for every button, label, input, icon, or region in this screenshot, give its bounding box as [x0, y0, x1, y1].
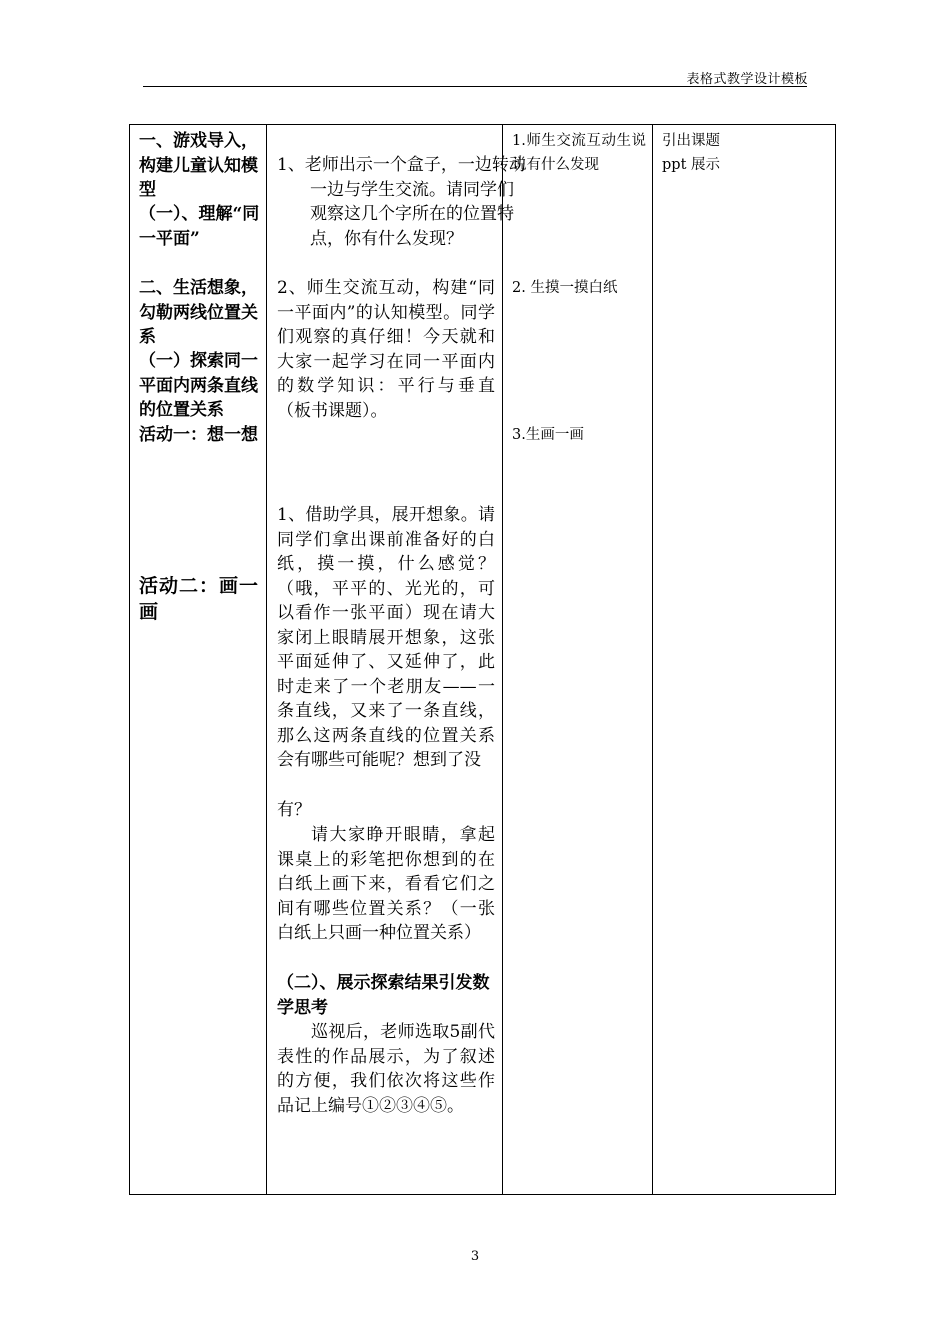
teacher-step-1: 1、老师出示一个盒子，一边转动一边与学生交流。请同学们观察这几个字所在的位置特点，你有什么发现？ — [277, 155, 526, 249]
stage-explore-lines: （一）探索同一平面内两条直线的位置关系 — [139, 351, 258, 420]
lesson-plan-table — [129, 124, 836, 1195]
teacher-imagine-step-end: 有？ — [277, 800, 311, 820]
teaching-stage-column — [130, 125, 267, 1194]
stage-game-intro: 一、游戏导入，构建儿童认知模型 — [139, 131, 258, 200]
student-activity-column — [503, 125, 653, 1194]
stage-life-imagination: 二、生活想象，勾勒两线位置关系 — [139, 278, 258, 347]
teacher-step-2: 2、师生交流互动，构建“同一平面内”的认知模型。同学们观察的真仔细！今天就和大家一起学习在同一平面内的数学知识：平行与垂直（板书课题）。 — [277, 278, 495, 421]
page-number: 3 — [470, 1249, 480, 1264]
student-step-1: 1.师生交流互动生说说有什么发现 — [512, 133, 646, 173]
note-intro-topic: 引出课题 — [662, 133, 720, 149]
note-ppt: ppt 展示 — [662, 157, 720, 173]
header-rule — [143, 86, 807, 87]
teacher-show-works: 巡视后，老师选取5副代表性的作品展示，为了叙述的方便，我们依次将这些作品记上编号①②③④⑤。 — [277, 1022, 495, 1116]
running-header: 表格式教学设计模板 — [686, 72, 808, 87]
student-step-3: 3.生画一画 — [512, 427, 584, 443]
stage-same-plane: （一）、理解“同一平面” — [139, 204, 260, 249]
notes-column — [653, 125, 835, 1194]
activity-one-title: 活动一：想一想 — [139, 425, 258, 445]
teacher-imagine-step: 1、借助学具，展开想象。请同学们拿出课前准备好的白纸，摸一摸，什么感觉？（哦，平平的、光光的，可以看作一张平面）现在请大家闭上眼睛展开想象，这张平面延伸了、又延伸了，此时走来了一个老朋友——一条直线，又来了一条直线，那么这两条直线的位置关系会有哪些可能呢？想到了没 — [277, 505, 495, 770]
activity-two-title: 活动二：画一画 — [139, 575, 260, 623]
teacher-activity-column — [267, 125, 526, 1194]
student-step-2: 2. 生摸一摸白纸 — [512, 280, 618, 296]
section-show-results: （二）、展示探索结果引发数学思考 — [277, 973, 490, 1018]
teacher-draw-step: 请大家睁开眼睛，拿起课桌上的彩笔把你想到的在白纸上画下来，看看它们之间有哪些位置关系？（一张白纸上只画一种位置关系） — [277, 825, 495, 943]
